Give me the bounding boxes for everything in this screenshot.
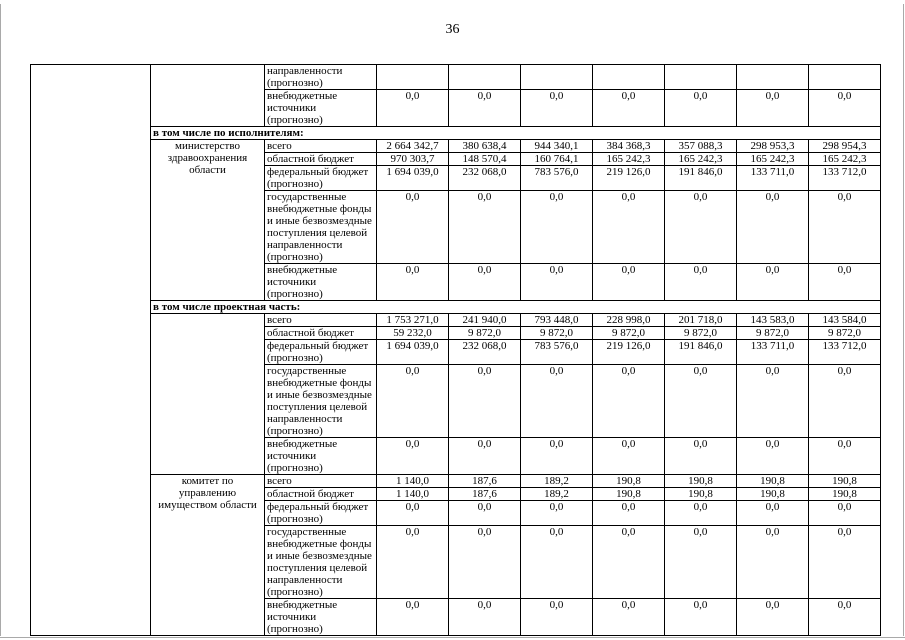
value-cell: 228 998,0 (593, 314, 665, 327)
value-cell: 0,0 (521, 264, 593, 301)
value-cell: 0,0 (449, 599, 521, 636)
value-cell (809, 65, 881, 90)
budget-source-cell: государственные внебюджетные фонды и иные безвозмездные поступления целевой направленности (прогнозно) (265, 365, 377, 438)
table-row (31, 127, 881, 140)
value-cell: 0,0 (521, 438, 593, 475)
value-cell: 190,8 (665, 488, 737, 501)
value-cell: 190,8 (737, 475, 809, 488)
value-cell: 190,8 (593, 488, 665, 501)
budget-source-cell: всего (265, 140, 377, 153)
value-cell: 793 448,0 (521, 314, 593, 327)
budget-source-cell: федеральный бюджет (прогнозно) (265, 501, 377, 526)
value-cell: 1 753 271,0 (377, 314, 449, 327)
value-cell: 191 846,0 (665, 340, 737, 365)
value-cell: 190,8 (737, 488, 809, 501)
value-cell: 143 583,0 (737, 314, 809, 327)
budget-source-cell: областной бюджет (265, 327, 377, 340)
value-cell: 0,0 (377, 501, 449, 526)
value-cell: 384 368,3 (593, 140, 665, 153)
budget-source-cell: всего (265, 314, 377, 327)
value-cell: 165 242,3 (809, 153, 881, 166)
value-cell: 0,0 (737, 90, 809, 127)
value-cell: 219 126,0 (593, 340, 665, 365)
value-cell: 9 872,0 (737, 327, 809, 340)
budget-source-cell: областной бюджет (265, 153, 377, 166)
value-cell (521, 65, 593, 90)
value-cell: 187,6 (449, 475, 521, 488)
value-cell: 191 846,0 (665, 166, 737, 191)
value-cell: 1 694 039,0 (377, 166, 449, 191)
budget-source-cell: государственные внебюджетные фонды и иные безвозмездные поступления целевой направленности (прогнозно) (265, 191, 377, 264)
budget-table-wrap (30, 64, 881, 636)
value-cell: 0,0 (737, 365, 809, 438)
value-cell: 0,0 (521, 501, 593, 526)
value-cell: 0,0 (449, 264, 521, 301)
value-cell: 0,0 (809, 526, 881, 599)
page-edge-left (0, 4, 1, 636)
value-cell: 0,0 (593, 438, 665, 475)
value-cell: 0,0 (809, 438, 881, 475)
page-number: 36 (445, 22, 460, 37)
value-cell: 165 242,3 (665, 153, 737, 166)
value-cell: 219 126,0 (593, 166, 665, 191)
value-cell: 0,0 (377, 264, 449, 301)
table-row (31, 475, 881, 488)
value-cell: 0,0 (449, 191, 521, 264)
value-cell: 357 088,3 (665, 140, 737, 153)
budget-source-cell: внебюджетные источники (прогнозно) (265, 264, 377, 301)
budget-source-cell: всего (265, 475, 377, 488)
value-cell: 148 570,4 (449, 153, 521, 166)
value-cell: 0,0 (809, 90, 881, 127)
value-cell: 944 340,1 (521, 140, 593, 153)
executor-cell (151, 314, 265, 475)
value-cell: 0,0 (377, 438, 449, 475)
value-cell: 1 694 039,0 (377, 340, 449, 365)
value-cell: 298 953,3 (737, 140, 809, 153)
section-row-cell: в том числе проектная часть: (151, 301, 881, 314)
value-cell: 0,0 (593, 264, 665, 301)
left-empty-cell (31, 65, 151, 636)
value-cell: 0,0 (449, 365, 521, 438)
value-cell: 232 068,0 (449, 166, 521, 191)
value-cell (449, 65, 521, 90)
value-cell: 0,0 (593, 526, 665, 599)
value-cell: 190,8 (665, 475, 737, 488)
value-cell: 0,0 (665, 438, 737, 475)
value-cell: 0,0 (665, 90, 737, 127)
value-cell: 0,0 (521, 526, 593, 599)
value-cell: 0,0 (593, 501, 665, 526)
value-cell: 783 576,0 (521, 166, 593, 191)
value-cell: 241 940,0 (449, 314, 521, 327)
value-cell: 0,0 (737, 599, 809, 636)
value-cell: 9 872,0 (449, 327, 521, 340)
value-cell: 187,6 (449, 488, 521, 501)
value-cell: 9 872,0 (593, 327, 665, 340)
value-cell: 133 712,0 (809, 340, 881, 365)
value-cell: 0,0 (593, 365, 665, 438)
value-cell: 133 711,0 (737, 166, 809, 191)
value-cell: 0,0 (449, 501, 521, 526)
value-cell: 0,0 (377, 191, 449, 264)
value-cell: 0,0 (737, 264, 809, 301)
value-cell: 201 718,0 (665, 314, 737, 327)
value-cell: 0,0 (521, 90, 593, 127)
value-cell: 0,0 (377, 90, 449, 127)
value-cell: 970 303,7 (377, 153, 449, 166)
section-row-cell: в том числе по исполнителям: (151, 127, 881, 140)
value-cell: 0,0 (665, 365, 737, 438)
value-cell: 160 764,1 (521, 153, 593, 166)
value-cell: 0,0 (665, 526, 737, 599)
value-cell: 380 638,4 (449, 140, 521, 153)
value-cell: 0,0 (521, 599, 593, 636)
value-cell: 232 068,0 (449, 340, 521, 365)
executor-cell (151, 65, 265, 127)
value-cell: 165 242,3 (593, 153, 665, 166)
value-cell: 0,0 (665, 501, 737, 526)
value-cell: 0,0 (593, 191, 665, 264)
value-cell: 1 140,0 (377, 488, 449, 501)
budget-source-cell: внебюджетные источники (прогнозно) (265, 599, 377, 636)
value-cell (593, 65, 665, 90)
page-edge-right (903, 4, 904, 636)
value-cell: 59 232,0 (377, 327, 449, 340)
value-cell: 190,8 (593, 475, 665, 488)
value-cell: 143 584,0 (809, 314, 881, 327)
value-cell: 0,0 (737, 526, 809, 599)
value-cell: 0,0 (809, 365, 881, 438)
value-cell: 1 140,0 (377, 475, 449, 488)
value-cell: 0,0 (521, 365, 593, 438)
value-cell: 189,2 (521, 488, 593, 501)
value-cell: 0,0 (737, 191, 809, 264)
budget-source-cell: внебюджетные источники (прогнозно) (265, 90, 377, 127)
value-cell: 0,0 (665, 599, 737, 636)
value-cell: 9 872,0 (521, 327, 593, 340)
page-edge-bottom (0, 637, 905, 638)
budget-table-body (31, 65, 881, 636)
value-cell: 190,8 (809, 488, 881, 501)
table-row (31, 314, 881, 327)
budget-table (30, 64, 881, 636)
value-cell: 9 872,0 (809, 327, 881, 340)
value-cell: 190,8 (809, 475, 881, 488)
value-cell: 783 576,0 (521, 340, 593, 365)
value-cell (665, 65, 737, 90)
value-cell: 0,0 (449, 90, 521, 127)
value-cell: 0,0 (449, 438, 521, 475)
budget-source-cell: федеральный бюджет (прогнозно) (265, 166, 377, 191)
value-cell: 0,0 (737, 438, 809, 475)
value-cell: 0,0 (665, 191, 737, 264)
budget-source-cell: федеральный бюджет (прогнозно) (265, 340, 377, 365)
value-cell: 189,2 (521, 475, 593, 488)
value-cell: 0,0 (521, 191, 593, 264)
value-cell: 9 872,0 (665, 327, 737, 340)
table-row (31, 65, 881, 90)
value-cell: 0,0 (665, 264, 737, 301)
value-cell: 133 712,0 (809, 166, 881, 191)
table-row (31, 140, 881, 153)
value-cell: 2 664 342,7 (377, 140, 449, 153)
value-cell: 0,0 (449, 526, 521, 599)
value-cell: 133 711,0 (737, 340, 809, 365)
budget-source-cell: направленности (прогнозно) (265, 65, 377, 90)
value-cell: 0,0 (809, 191, 881, 264)
value-cell: 0,0 (593, 90, 665, 127)
value-cell (737, 65, 809, 90)
executor-cell: министерство здравоохранения области (151, 140, 265, 301)
value-cell: 0,0 (809, 599, 881, 636)
value-cell: 0,0 (737, 501, 809, 526)
value-cell (377, 65, 449, 90)
executor-cell: комитет по управлению имуществом области (151, 475, 265, 636)
budget-source-cell: внебюджетные источники (прогнозно) (265, 438, 377, 475)
value-cell: 0,0 (809, 264, 881, 301)
value-cell: 298 954,3 (809, 140, 881, 153)
value-cell: 165 242,3 (737, 153, 809, 166)
value-cell: 0,0 (593, 599, 665, 636)
value-cell: 0,0 (809, 501, 881, 526)
value-cell: 0,0 (377, 365, 449, 438)
budget-source-cell: государственные внебюджетные фонды и иные безвозмездные поступления целевой направленности (прогнозно) (265, 526, 377, 599)
budget-source-cell: областной бюджет (265, 488, 377, 501)
table-row (31, 301, 881, 314)
value-cell: 0,0 (377, 599, 449, 636)
value-cell: 0,0 (377, 526, 449, 599)
